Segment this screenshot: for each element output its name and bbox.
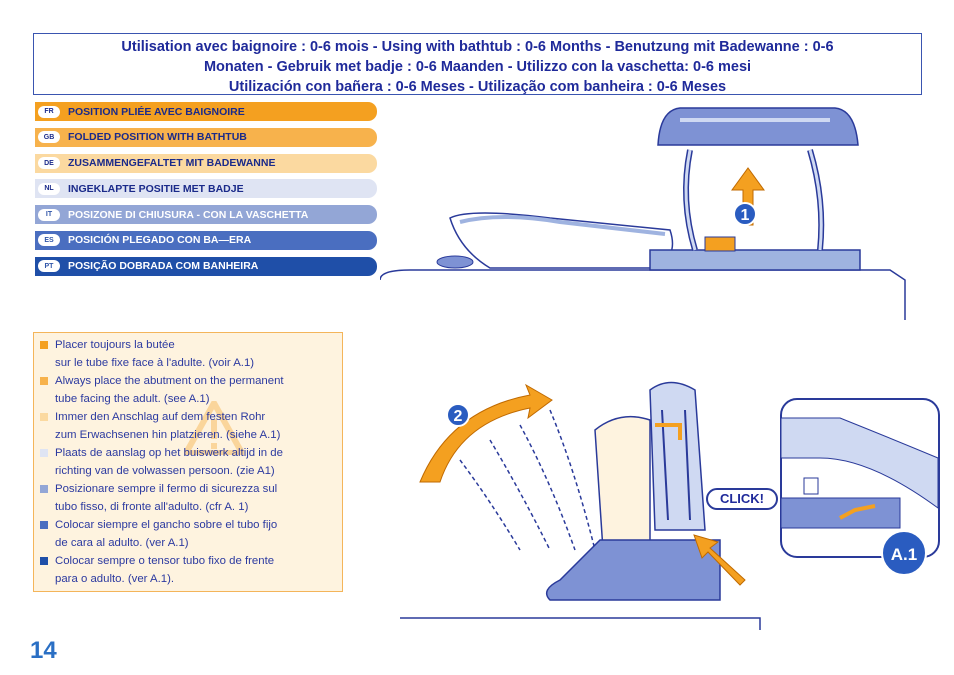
language-row-gb bbox=[35, 128, 377, 147]
language-list bbox=[35, 102, 377, 283]
language-row-text: POSIÇÃO DOBRADA COM BANHEIRA bbox=[68, 260, 259, 273]
language-code-badge: PT bbox=[38, 260, 60, 272]
warning-line: Colocar siempre el gancho sobre el tubo fijo bbox=[55, 519, 278, 531]
warning-line: Plaats de aanslag op het buiswerk altijd in de bbox=[55, 447, 283, 459]
warning-item-de bbox=[38, 408, 336, 444]
language-row-fr bbox=[35, 102, 377, 121]
language-row-nl bbox=[35, 179, 377, 198]
title-line-1: Utilisation avec baignoire : 0-6 mois - Using with bathtub : 0-6 Months - Benutzung mit Badewanne : 0-6 bbox=[121, 39, 834, 55]
warning-line: zum Erwachsenen hin platzieren. (siehe A.1) bbox=[55, 429, 281, 441]
bullet-square-icon bbox=[40, 485, 48, 493]
bullet-square-icon bbox=[40, 341, 48, 349]
page-number: 14 bbox=[30, 637, 57, 664]
language-row-text: INGEKLAPTE POSITIE MET BADJE bbox=[68, 182, 244, 195]
bullet-square-icon bbox=[40, 557, 48, 565]
warning-line: de cara al adulto. (ver A.1) bbox=[55, 537, 189, 549]
warning-line: Posizionare sempre il fermo di sicurezza sul bbox=[55, 483, 278, 495]
bullet-square-icon bbox=[40, 377, 48, 385]
warning-line: Placer toujours la butée bbox=[55, 339, 175, 351]
warning-line: tubo fisso, di fronte all'adulto. (cfr A. 1) bbox=[55, 501, 249, 513]
click-label: CLICK! bbox=[706, 488, 778, 510]
language-code-badge: ES bbox=[38, 234, 60, 246]
warning-line: Colocar sempre o tensor tubo fixo de frente bbox=[55, 555, 275, 567]
bullet-square-icon bbox=[40, 521, 48, 529]
language-row-pt bbox=[35, 257, 377, 276]
warning-item-fr bbox=[38, 336, 336, 372]
language-row-text: POSICIÓN PLEGADO CON BA—ERA bbox=[68, 234, 252, 247]
warning-line: tube facing the adult. (see A.1) bbox=[55, 393, 210, 405]
language-row-text: ZUSAMMENGEFALTET MIT BADEWANNE bbox=[68, 157, 276, 170]
warning-line: Immer den Anschlag auf dem festen Rohr bbox=[55, 411, 266, 423]
warning-item-pt bbox=[38, 552, 336, 588]
warning-line: richting van de volwassen persoon. (zie A1) bbox=[55, 465, 275, 477]
warning-line: sur le tube fixe face à l'adulte. (voir A.1) bbox=[55, 357, 255, 369]
warning-box bbox=[33, 332, 343, 592]
language-row-text: POSITION PLIÉE AVEC BAIGNOIRE bbox=[68, 105, 245, 118]
language-code-badge: GB bbox=[38, 131, 60, 143]
warning-line: para o adulto. (ver A.1). bbox=[55, 573, 175, 585]
title-line-3: Utilización con bañera : 0-6 Meses - Utilização com banheira : 0-6 Meses bbox=[228, 79, 727, 95]
warning-item-gb bbox=[38, 372, 336, 408]
title-line-2: Monaten - Gebruik met badje : 0-6 Maanden - Utilizzo con la vaschetta: 0-6 mesi bbox=[203, 59, 752, 75]
language-code-badge: DE bbox=[38, 157, 60, 169]
bullet-square-icon bbox=[40, 413, 48, 421]
warning-item-it bbox=[38, 480, 336, 516]
language-code-badge: IT bbox=[38, 209, 60, 221]
language-code-badge: FR bbox=[38, 106, 60, 118]
language-row-es bbox=[35, 231, 377, 250]
warning-item-nl bbox=[38, 444, 336, 480]
language-row-de bbox=[35, 154, 377, 173]
language-code-badge: NL bbox=[38, 183, 60, 195]
detail-a1-badge: A.1 bbox=[881, 530, 927, 576]
step-number-2: 2 bbox=[446, 403, 470, 427]
language-row-text: FOLDED POSITION WITH BATHTUB bbox=[68, 131, 247, 144]
bullet-square-icon bbox=[40, 449, 48, 457]
step-number-1: 1 bbox=[733, 202, 757, 226]
folded-bathtub-illustration bbox=[380, 100, 910, 320]
warning-line: Always place the abutment on the permanent bbox=[55, 375, 284, 387]
language-row-text: POSIZONE DI CHIUSURA - CON LA VASCHETTA bbox=[68, 208, 309, 221]
page-title-box bbox=[33, 33, 922, 95]
warning-item-es bbox=[38, 516, 336, 552]
language-row-it bbox=[35, 205, 377, 224]
